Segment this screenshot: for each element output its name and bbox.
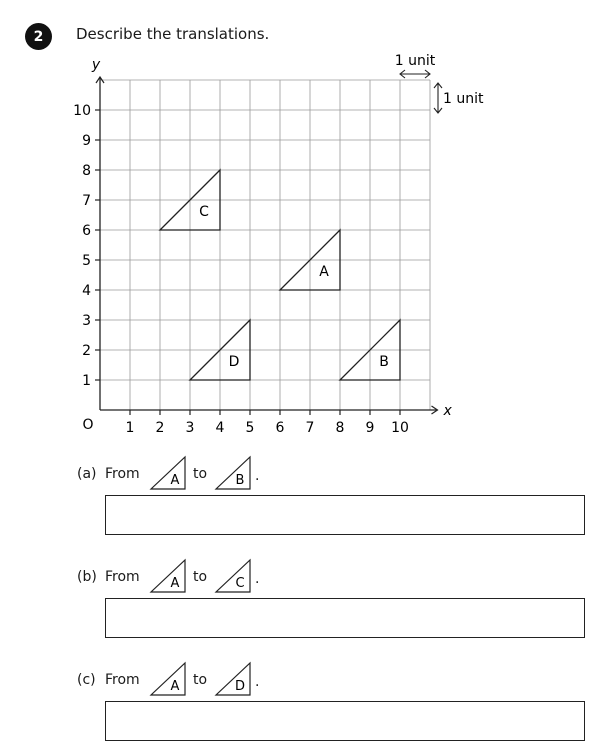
y-tick-label: 6 (82, 223, 91, 239)
x-tick-label: 8 (335, 420, 345, 436)
answer-box-c[interactable] (105, 701, 585, 741)
x-tick-label: 1 (125, 420, 135, 436)
answer-box-b[interactable] (105, 598, 585, 638)
part-b-period: . (255, 571, 260, 587)
vertical-unit-label: 1 unit (443, 91, 484, 107)
mini-triangle-b-label: B (235, 473, 245, 488)
unit-indicators (395, 53, 484, 113)
axis-ticks (73, 103, 409, 436)
triangle-b-label: B (379, 354, 389, 370)
y-tick-label: 4 (82, 283, 91, 299)
mini-triangle-a-label: A (170, 576, 180, 591)
part-b-label: (b) (77, 569, 97, 585)
mini-triangle-a (148, 660, 190, 698)
part-a-label: (a) (77, 466, 97, 482)
part-a-to: to (193, 466, 208, 482)
question-prompt: Describe the translations. (76, 25, 270, 43)
part-c-label: (c) (77, 672, 96, 688)
x-tick-label: 4 (215, 420, 225, 436)
x-tick-label: 2 (155, 420, 165, 436)
answer-box-a[interactable] (105, 495, 585, 535)
part-a-from: From (105, 466, 140, 482)
mini-triangle-d-label: D (234, 679, 246, 694)
part-b-from: From (105, 569, 140, 585)
y-axis-label: y (91, 57, 101, 73)
mini-triangle-a-label: A (170, 679, 180, 694)
mini-triangle-a-label: A (170, 473, 180, 488)
horizontal-unit-label: 1 unit (394, 53, 436, 69)
part-c-to: to (193, 672, 208, 688)
triangle-a-label: A (319, 264, 329, 280)
part-a-period: . (255, 468, 260, 484)
x-tick-label: 9 (365, 420, 375, 436)
y-tick-label: 9 (82, 133, 91, 149)
mini-triangle-c-label: C (235, 576, 245, 591)
part-c-from: From (105, 672, 140, 688)
y-tick-label: 3 (82, 313, 91, 329)
x-axis-label: x (443, 403, 452, 419)
y-tick-label: 7 (82, 193, 91, 209)
mini-triangle-b (213, 454, 255, 492)
x-tick-label: 6 (275, 420, 285, 436)
axes (82, 57, 452, 433)
part-c-period: . (255, 674, 260, 690)
y-tick-label: 2 (82, 343, 91, 359)
triangle-d-label: D (228, 354, 240, 370)
y-tick-label: 10 (73, 103, 91, 119)
mini-triangle-c (213, 557, 255, 595)
x-tick-label: 3 (185, 420, 195, 436)
x-tick-label: 7 (305, 420, 315, 436)
x-tick-label: 10 (391, 420, 409, 436)
question-number-badge: 2 (25, 23, 52, 50)
y-tick-label: 1 (82, 373, 91, 389)
mini-triangle-a (148, 557, 190, 595)
origin-label: O (82, 417, 94, 433)
y-tick-label: 5 (82, 253, 91, 269)
x-tick-label: 5 (245, 420, 255, 436)
mini-triangle-d (213, 660, 255, 698)
part-b-to: to (193, 569, 208, 585)
mini-triangle-a (148, 454, 190, 492)
triangle-c-label: C (199, 204, 209, 220)
y-tick-label: 8 (82, 163, 91, 179)
